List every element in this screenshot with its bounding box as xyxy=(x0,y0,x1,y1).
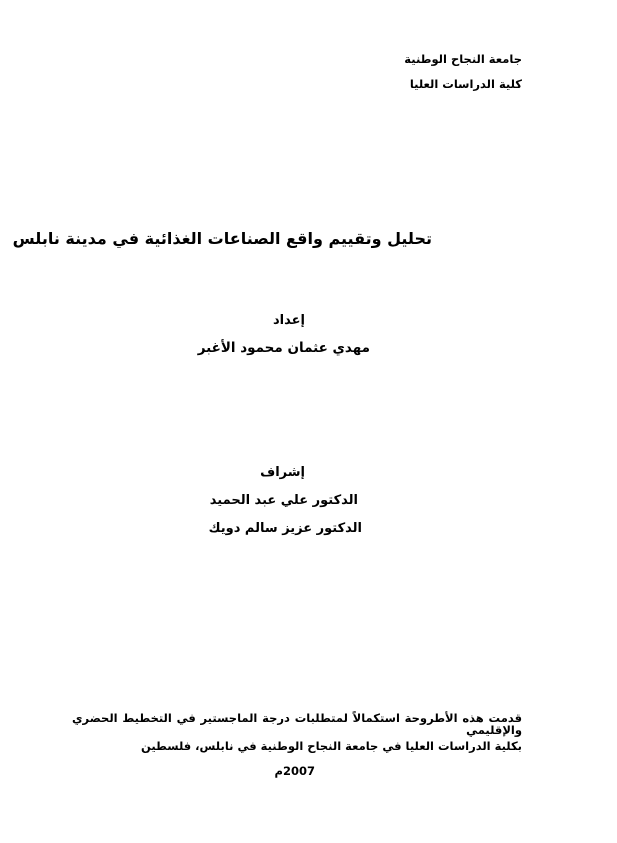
preparation-label: إعداد xyxy=(273,313,305,328)
supervision-label: إشراف xyxy=(260,465,305,480)
supervisor-1: الدكتور علي عبد الحميد xyxy=(209,493,358,508)
university-name: جامعة النجاح الوطنية xyxy=(404,52,522,66)
submission-year: 2007م xyxy=(274,764,315,778)
submission-statement-line-2: بكلية الدراسات العليا في جامعة النجاح الوطنية في نابلس، فلسطين xyxy=(141,739,522,753)
author-name: مهدي عثمان محمود الأغبر xyxy=(197,340,370,356)
submission-statement-line-1: قدمت هذه الأطروحة استكمالاً لمتطلبات درجة الماجستير في التخطيط الحضري والإقليمي xyxy=(72,711,522,737)
supervisor-2: الدكتور عزيز سالم دويك xyxy=(208,521,362,536)
faculty-name: كلية الدراسات العليا xyxy=(409,77,522,91)
thesis-title: تحليل وتقييم واقع الصناعات الغذائية في مدينة نابلس xyxy=(12,229,432,248)
